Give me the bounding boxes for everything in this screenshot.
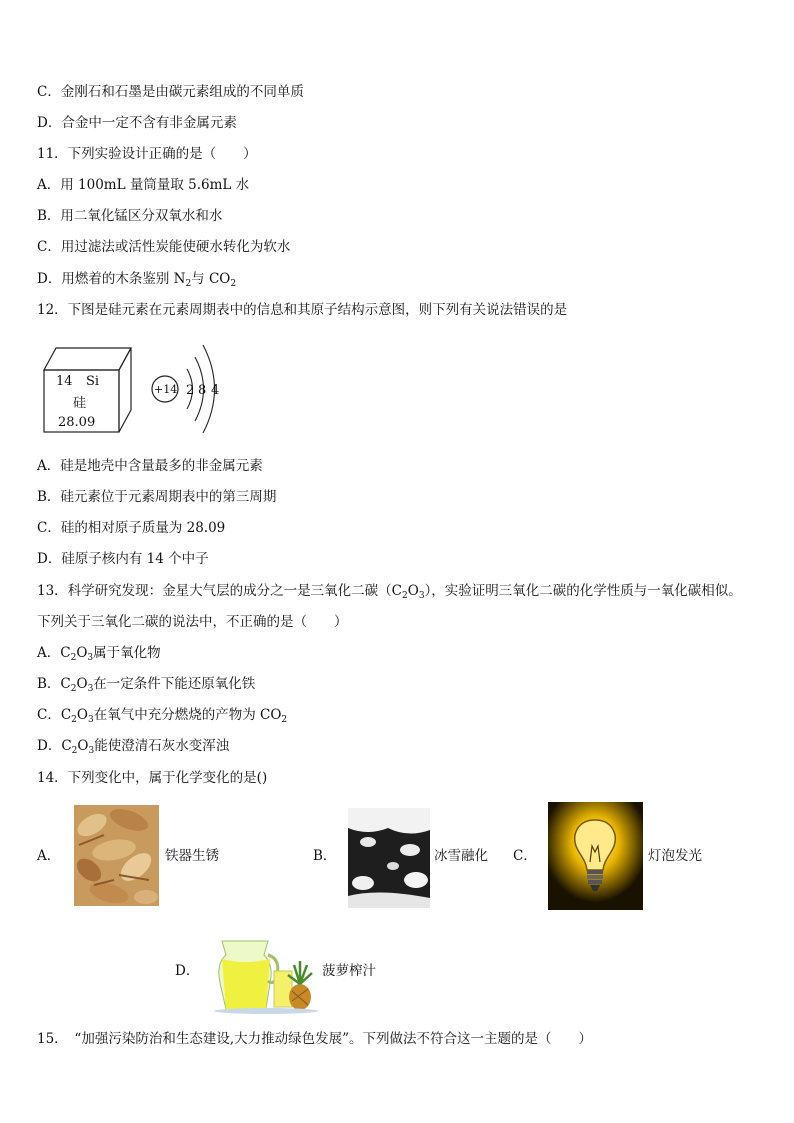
q11d-sub-2: 2 (230, 279, 237, 289)
nucleus-charge: +14 (154, 383, 178, 396)
element-symbol: Si (86, 374, 100, 389)
q11-option-c: C．用过滤法或活性炭能使硬水转化为软水 (37, 239, 291, 255)
shell-electrons-1: 2 (186, 383, 195, 398)
melting-snow-image (348, 808, 430, 908)
q13a-post: 属于氧化物 (93, 645, 161, 661)
q13-text-post: ），实验证明三氧化二碳的化学性质与一氧化碳相似。 (424, 583, 742, 599)
q13a-mid: O (76, 645, 88, 661)
q11d-text-pre: D．用燃着的木条鉴别 N (37, 271, 186, 287)
q14-option-b-letter: B． (313, 848, 337, 864)
q10-option-c: C．金刚石和石墨是由碳元素组成的不同单质 (37, 84, 304, 100)
q14-option-a-caption: 铁器生锈 (165, 848, 219, 864)
atomic-number: 14 (56, 374, 73, 389)
q13a-pre: A．C (37, 645, 71, 661)
q12-option-a: A．硅是地壳中含量最多的非金属元素 (37, 458, 263, 474)
shell-electrons-2: 8 (198, 383, 207, 398)
element-name: 硅 (73, 396, 87, 411)
q13c-sub-2: 3 (87, 715, 94, 725)
q13d-sub-2: 3 (88, 746, 95, 756)
q14-option-a-letter: A． (37, 848, 61, 864)
q15-stem: 15． “加强污染防治和生态建设,大力推动绿色发展”。下列做法不符合这一主题的是（ ） (37, 1031, 593, 1047)
q13-sub-1: 2 (402, 591, 408, 601)
q10-option-d: D．合金中一定不含有非金属元素 (37, 115, 237, 131)
rusty-iron-image (74, 805, 159, 906)
q13a-sub-2: 3 (87, 653, 94, 663)
q13c-post: 在氧气中充分燃烧的产物为 CO (93, 707, 282, 723)
atomic-mass: 28.09 (58, 415, 96, 430)
q13-stem-line2: 下列关于三氧化二碳的说法中，不正确的是（ ） (37, 614, 348, 630)
q13d-mid: O (77, 738, 89, 754)
q12-option-b: B．硅元素位于元素周期表中的第三周期 (37, 489, 277, 505)
q14-option-d-caption: 菠萝榨汁 (322, 963, 376, 979)
q13b-mid: O (76, 676, 88, 692)
q13c-sub-3: 2 (281, 715, 288, 725)
q13c-mid: O (76, 707, 88, 723)
q13-sub-2: 3 (418, 591, 425, 601)
q13d-sub-1: 2 (71, 746, 78, 756)
q14-stem: 14．下列变化中，属于化学变化的是() (37, 770, 268, 786)
q13b-pre: B．C (37, 676, 71, 692)
q11d-sub-1: 2 (185, 279, 192, 289)
q12-stem: 12．下图是硅元素在元素周期表中的信息和其原子结构示意图，则下列有关说法错误的是 (37, 302, 568, 318)
q13b-sub-2: 3 (87, 684, 94, 694)
q11-option-b: B．用二氧化锰区分双氧水和水 (37, 208, 223, 224)
q13d-pre: D．C (37, 738, 72, 754)
q13-text-pre: 13．科学研究发现：金星大气层的成分之一是三氧化二碳（C (37, 583, 403, 599)
q14-option-b-caption: 冰雪融化 (434, 848, 488, 864)
q13-option-d (37, 737, 229, 755)
pineapple-juice-image (210, 935, 322, 1015)
q13-text-mid: O (407, 583, 419, 599)
q13d-post: 能使澄清石灰水变浑浊 (94, 738, 230, 754)
q11-option-a: A．用 100mL 量筒量取 5.6mL 水 (37, 177, 250, 193)
q14-option-c-caption: 灯泡发光 (648, 848, 702, 864)
q13-option-c (37, 706, 287, 724)
q13c-pre: C．C (37, 707, 72, 723)
q13-stem (37, 582, 742, 600)
q11d-text-mid: 与 CO (191, 271, 231, 287)
q12-option-c: C．硅的相对原子质量为 28.09 (37, 520, 226, 536)
q13b-post: 在一定条件下能还原氧化铁 (93, 676, 256, 692)
q11-option-d (37, 270, 236, 288)
q12-option-d: D．硅原子核内有 14 个中子 (37, 551, 209, 567)
light-bulb-image (548, 802, 643, 910)
shell-electrons-3: 4 (211, 383, 220, 398)
atom-structure (152, 345, 219, 433)
q14-option-c-letter: C． (513, 848, 537, 864)
silicon-diagram (40, 340, 240, 440)
q13b-sub-1: 2 (70, 684, 77, 694)
q13-option-b (37, 675, 255, 693)
q13c-sub-1: 2 (71, 715, 77, 725)
q13a-sub-1: 2 (70, 653, 77, 663)
q11-stem: 11．下列实验设计正确的是（ ） (37, 146, 257, 162)
q13-option-a (37, 644, 161, 662)
q14-option-d-letter: D． (175, 963, 200, 979)
